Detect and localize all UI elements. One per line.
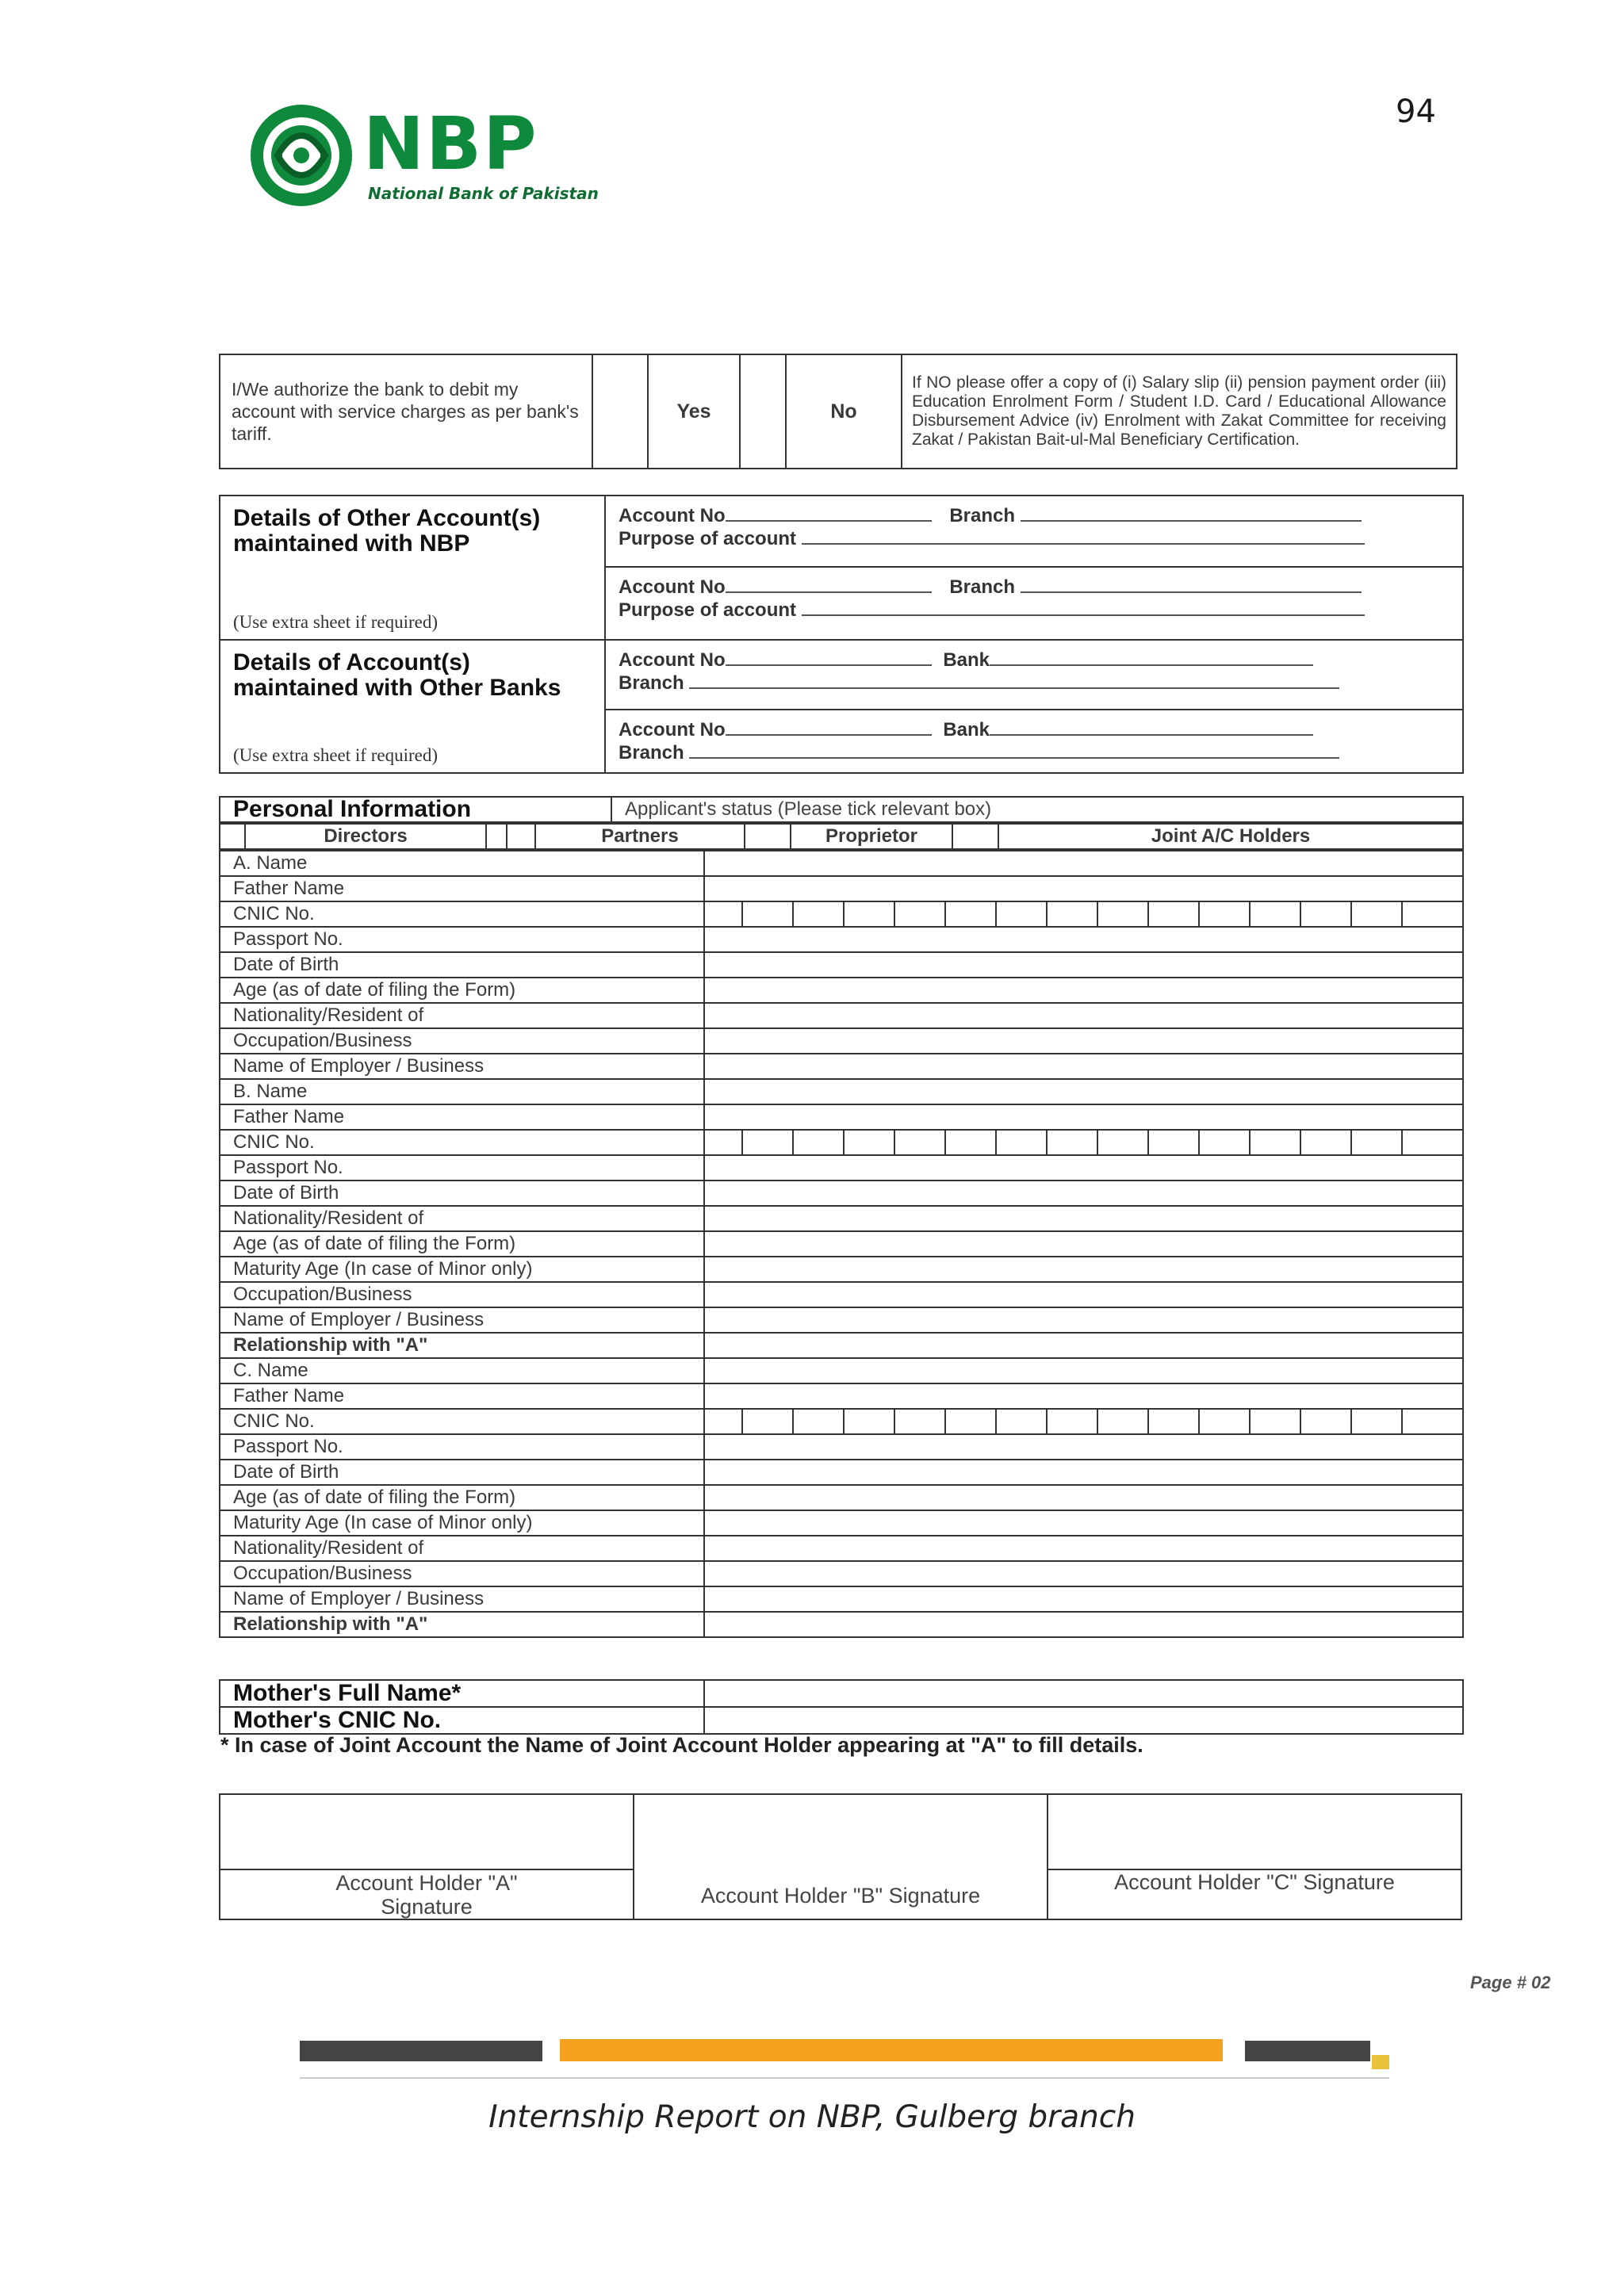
table-row	[220, 851, 1463, 876]
table-row	[220, 1231, 1463, 1257]
cnic-digit-box[interactable]	[792, 1410, 843, 1433]
other-banks-note: (Use extra sheet if required)	[233, 745, 438, 765]
field-input[interactable]	[704, 952, 1463, 978]
table-row	[220, 901, 1463, 927]
field-input[interactable]	[704, 851, 1463, 876]
option-directors: Directors	[245, 824, 486, 849]
field-label: Name of Employer / Business	[220, 1307, 704, 1333]
table-row	[220, 1028, 1463, 1054]
field-label: Nationality/Resident of	[220, 1003, 704, 1028]
cnic-digit-box[interactable]	[894, 1131, 944, 1154]
table-row	[220, 1333, 1463, 1358]
table-row	[220, 1307, 1463, 1333]
cnic-digit-box[interactable]	[995, 902, 1046, 926]
field-input[interactable]	[704, 1333, 1463, 1358]
other-accounts-table	[219, 495, 1464, 774]
cnic-digit-box[interactable]	[1097, 1131, 1147, 1154]
field-input[interactable]	[704, 1460, 1463, 1485]
cnic-digit-box[interactable]	[944, 902, 995, 926]
proprietor-checkbox[interactable]	[745, 824, 791, 849]
other-bank-entry-1[interactable]: Account No Bank Branch	[605, 640, 1463, 710]
field-input[interactable]	[704, 1485, 1463, 1510]
cnic-input[interactable]	[704, 1130, 1463, 1155]
yes-label: Yes	[648, 354, 740, 469]
table-row	[220, 1460, 1463, 1485]
table-row	[220, 1155, 1463, 1181]
field-input[interactable]	[704, 1003, 1463, 1028]
table-row	[220, 1434, 1463, 1460]
field-label: Age (as of date of filing the Form)	[220, 978, 704, 1003]
cnic-digit-box[interactable]	[741, 902, 792, 926]
field-label: Occupation/Business	[220, 1282, 704, 1307]
nbp-account-entry-2[interactable]: Account No Branch Purpose of account	[605, 567, 1463, 640]
field-input[interactable]	[704, 1510, 1463, 1536]
signature-label-c: Account Holder "C" Signature	[1048, 1869, 1461, 1919]
cnic-digit-box[interactable]	[843, 1410, 894, 1433]
field-input[interactable]	[704, 1155, 1463, 1181]
field-label: Date of Birth	[220, 1460, 704, 1485]
table-row	[220, 1383, 1463, 1409]
cnic-digit-box[interactable]	[1300, 1131, 1350, 1154]
partners-checkbox[interactable]	[507, 824, 535, 849]
mother-table	[219, 1679, 1464, 1735]
nbp-logo	[246, 97, 619, 224]
field-input[interactable]	[704, 1054, 1463, 1079]
table-row	[220, 952, 1463, 978]
cnic-digit-box[interactable]	[1249, 902, 1300, 926]
footer-rule	[300, 2077, 1389, 2079]
field-label: CNIC No.	[220, 901, 704, 927]
other-bank-entry-2[interactable]: Account No Bank Branch	[605, 710, 1463, 773]
signature-table	[219, 1793, 1462, 1920]
field-label: Passport No.	[220, 927, 704, 952]
table-row	[220, 1510, 1463, 1536]
option-proprietor: Proprietor	[791, 824, 952, 849]
field-label: Passport No.	[220, 1155, 704, 1181]
signature-box-a[interactable]	[220, 1794, 634, 1869]
yes-checkbox[interactable]	[592, 354, 648, 469]
authorize-note: If NO please offer a copy of (i) Salary slip (ii) pension payment order (iii) Education Enrolment Form / Student I.D. Card / Educational Allowance Disbursement Advice (iv) Enrolment with Zakat Committee for receiving Zakat / Pakistan Bait-ul-Mal Beneficiary Certification.	[902, 354, 1457, 469]
logo-subtitle: National Bank of Pakistan	[368, 184, 599, 203]
footer-bar-dark-right	[1245, 2041, 1370, 2061]
field-label: C. Name	[220, 1358, 704, 1383]
page-mark: Page # 02	[1470, 1973, 1551, 1992]
table-row	[220, 1561, 1463, 1586]
cnic-digit-box[interactable]	[1147, 1131, 1198, 1154]
cnic-digit-box[interactable]	[1046, 1410, 1097, 1433]
cnic-digit-box[interactable]	[1350, 1410, 1401, 1433]
field-input[interactable]	[704, 1231, 1463, 1257]
table-row	[220, 1586, 1463, 1612]
nbp-accounts-header	[220, 496, 605, 640]
field-input[interactable]	[704, 1282, 1463, 1307]
signature-box-b[interactable]	[634, 1794, 1048, 1919]
cnic-digit-boxes	[741, 1131, 1462, 1154]
signature-box-c[interactable]	[1048, 1794, 1461, 1869]
field-label: Occupation/Business	[220, 1028, 704, 1054]
cnic-digit-box[interactable]	[1350, 902, 1401, 926]
cnic-input[interactable]	[704, 1409, 1463, 1434]
footnote: * In case of Joint Account the Name of Joint Account Holder appearing at "A" to fill details.	[220, 1733, 1143, 1757]
cnic-digit-box[interactable]	[1046, 902, 1097, 926]
field-input[interactable]	[704, 1028, 1463, 1054]
field-label: Nationality/Resident of	[220, 1536, 704, 1561]
mother-name-label: Mother's Full Name*	[220, 1680, 704, 1707]
table-row	[220, 978, 1463, 1003]
cnic-digit-box[interactable]	[995, 1410, 1046, 1433]
authorize-table	[219, 354, 1457, 469]
personal-info-header	[219, 796, 1464, 823]
table-row	[220, 1079, 1463, 1104]
cnic-digit-box[interactable]	[1198, 1410, 1249, 1433]
table-row	[220, 1054, 1463, 1079]
cnic-digit-box[interactable]	[894, 902, 944, 926]
table-row	[220, 1181, 1463, 1206]
field-input[interactable]	[704, 1358, 1463, 1383]
footer-bar-accent	[1372, 2055, 1389, 2069]
field-label: CNIC No.	[220, 1409, 704, 1434]
field-input[interactable]	[704, 927, 1463, 952]
page-number: 94	[1396, 94, 1436, 130]
cnic-digit-box[interactable]	[1300, 902, 1350, 926]
field-input[interactable]	[704, 1206, 1463, 1231]
field-label: Maturity Age (In case of Minor only)	[220, 1510, 704, 1536]
field-input[interactable]	[704, 1307, 1463, 1333]
cnic-digit-box[interactable]	[1401, 902, 1452, 926]
logo-text: NBP	[363, 101, 538, 186]
partners-checkbox-a[interactable]	[486, 824, 507, 849]
cnic-digit-box[interactable]	[1198, 902, 1249, 926]
cnic-digit-box[interactable]	[944, 1131, 995, 1154]
cnic-digit-box[interactable]	[1147, 1410, 1198, 1433]
cnic-digit-box[interactable]	[1198, 1131, 1249, 1154]
authorize-text: I/We authorize the bank to debit my account with service charges as per bank's tariff.	[220, 354, 592, 469]
cnic-digit-box[interactable]	[1401, 1131, 1452, 1154]
table-row	[220, 1104, 1463, 1130]
field-input[interactable]	[704, 1257, 1463, 1282]
cnic-digit-box[interactable]	[843, 902, 894, 926]
cnic-digit-box[interactable]	[1350, 1131, 1401, 1154]
table-row	[220, 1485, 1463, 1510]
field-label: Father Name	[220, 1104, 704, 1130]
cnic-digit-boxes	[741, 1410, 1462, 1433]
table-row	[220, 1130, 1463, 1155]
field-input[interactable]	[704, 1104, 1463, 1130]
table-row	[220, 1612, 1463, 1637]
option-partners: Partners	[535, 824, 745, 849]
signature-label-a: Account Holder "A" Signature	[220, 1869, 634, 1919]
applicant-status: Applicant's status (Please tick relevant box)	[611, 797, 1463, 822]
cnic-digit-box[interactable]	[995, 1131, 1046, 1154]
cnic-digit-box[interactable]	[741, 1410, 792, 1433]
other-banks-title: Details of Account(s) maintained with Other Banks	[233, 649, 561, 701]
nbp-account-entry-1[interactable]: Account No Branch Purpose of account	[605, 496, 1463, 567]
joint-checkbox[interactable]	[952, 824, 998, 849]
field-label: Occupation/Business	[220, 1561, 704, 1586]
mother-cnic-label: Mother's CNIC No.	[220, 1707, 704, 1734]
field-input[interactable]	[704, 978, 1463, 1003]
table-row	[220, 927, 1463, 952]
footer-bar-dark-left	[300, 2041, 542, 2061]
cnic-digit-box[interactable]	[1300, 1410, 1350, 1433]
field-label: Relationship with "A"	[220, 1612, 704, 1637]
field-label: Date of Birth	[220, 952, 704, 978]
option-joint-holders: Joint A/C Holders	[998, 824, 1463, 849]
mother-cnic-field[interactable]	[704, 1707, 1463, 1734]
field-label: Age (as of date of filing the Form)	[220, 1231, 704, 1257]
table-row	[220, 1536, 1463, 1561]
table-row	[220, 876, 1463, 901]
footer-bar-orange	[560, 2039, 1223, 2061]
table-row	[220, 1358, 1463, 1383]
personal-info-title: Personal Information	[220, 797, 611, 822]
field-label: Father Name	[220, 1383, 704, 1409]
cnic-digit-box[interactable]	[1097, 1410, 1147, 1433]
field-input[interactable]	[704, 1383, 1463, 1409]
cnic-digit-box[interactable]	[1401, 1410, 1452, 1433]
field-label: Age (as of date of filing the Form)	[220, 1485, 704, 1510]
cnic-digit-box[interactable]	[843, 1131, 894, 1154]
field-label: Father Name	[220, 876, 704, 901]
nbp-accounts-note: (Use extra sheet if required)	[233, 612, 438, 632]
personal-info-table	[219, 850, 1464, 1638]
cnic-digit-boxes	[741, 902, 1462, 926]
cnic-input[interactable]	[704, 901, 1463, 927]
cnic-digit-box[interactable]	[792, 902, 843, 926]
field-label: Maturity Age (In case of Minor only)	[220, 1257, 704, 1282]
field-input[interactable]	[704, 1536, 1463, 1561]
signature-label-b: Account Holder "B" Signature	[700, 1884, 981, 1908]
cnic-digit-box[interactable]	[944, 1410, 995, 1433]
cnic-digit-box[interactable]	[1046, 1131, 1097, 1154]
cnic-digit-box[interactable]	[792, 1131, 843, 1154]
table-row	[220, 1257, 1463, 1282]
field-label: Passport No.	[220, 1434, 704, 1460]
field-input[interactable]	[704, 1586, 1463, 1612]
cnic-digit-box[interactable]	[1249, 1410, 1300, 1433]
field-label: A. Name	[220, 851, 704, 876]
cnic-digit-box[interactable]	[1097, 902, 1147, 926]
directors-checkbox[interactable]	[220, 824, 245, 849]
field-input[interactable]	[704, 876, 1463, 901]
other-banks-header	[220, 640, 605, 773]
field-label: Name of Employer / Business	[220, 1054, 704, 1079]
cnic-digit-box[interactable]	[1249, 1131, 1300, 1154]
nbp-emblem-icon	[246, 100, 357, 211]
cnic-digit-box[interactable]	[741, 1131, 792, 1154]
field-label: Nationality/Resident of	[220, 1206, 704, 1231]
field-label: Relationship with "A"	[220, 1333, 704, 1358]
page-caption: Internship Report on NBP, Gulberg branch	[488, 2099, 1136, 2135]
table-row	[220, 1409, 1463, 1434]
field-label: CNIC No.	[220, 1130, 704, 1155]
cnic-digit-box[interactable]	[894, 1410, 944, 1433]
field-label: Name of Employer / Business	[220, 1586, 704, 1612]
field-input[interactable]	[704, 1612, 1463, 1637]
field-label: Date of Birth	[220, 1181, 704, 1206]
field-input[interactable]	[704, 1434, 1463, 1460]
no-checkbox[interactable]	[740, 354, 786, 469]
table-row	[220, 1282, 1463, 1307]
field-input[interactable]	[704, 1561, 1463, 1586]
status-options	[219, 823, 1464, 850]
no-label: No	[786, 354, 902, 469]
field-label: B. Name	[220, 1079, 704, 1104]
mother-name-field[interactable]	[704, 1680, 1463, 1707]
field-input[interactable]	[704, 1079, 1463, 1104]
table-row	[220, 1206, 1463, 1231]
table-row	[220, 1003, 1463, 1028]
field-input[interactable]	[704, 1181, 1463, 1206]
cnic-digit-box[interactable]	[1147, 902, 1198, 926]
nbp-accounts-title: Details of Other Account(s) maintained with NBP	[233, 505, 541, 557]
